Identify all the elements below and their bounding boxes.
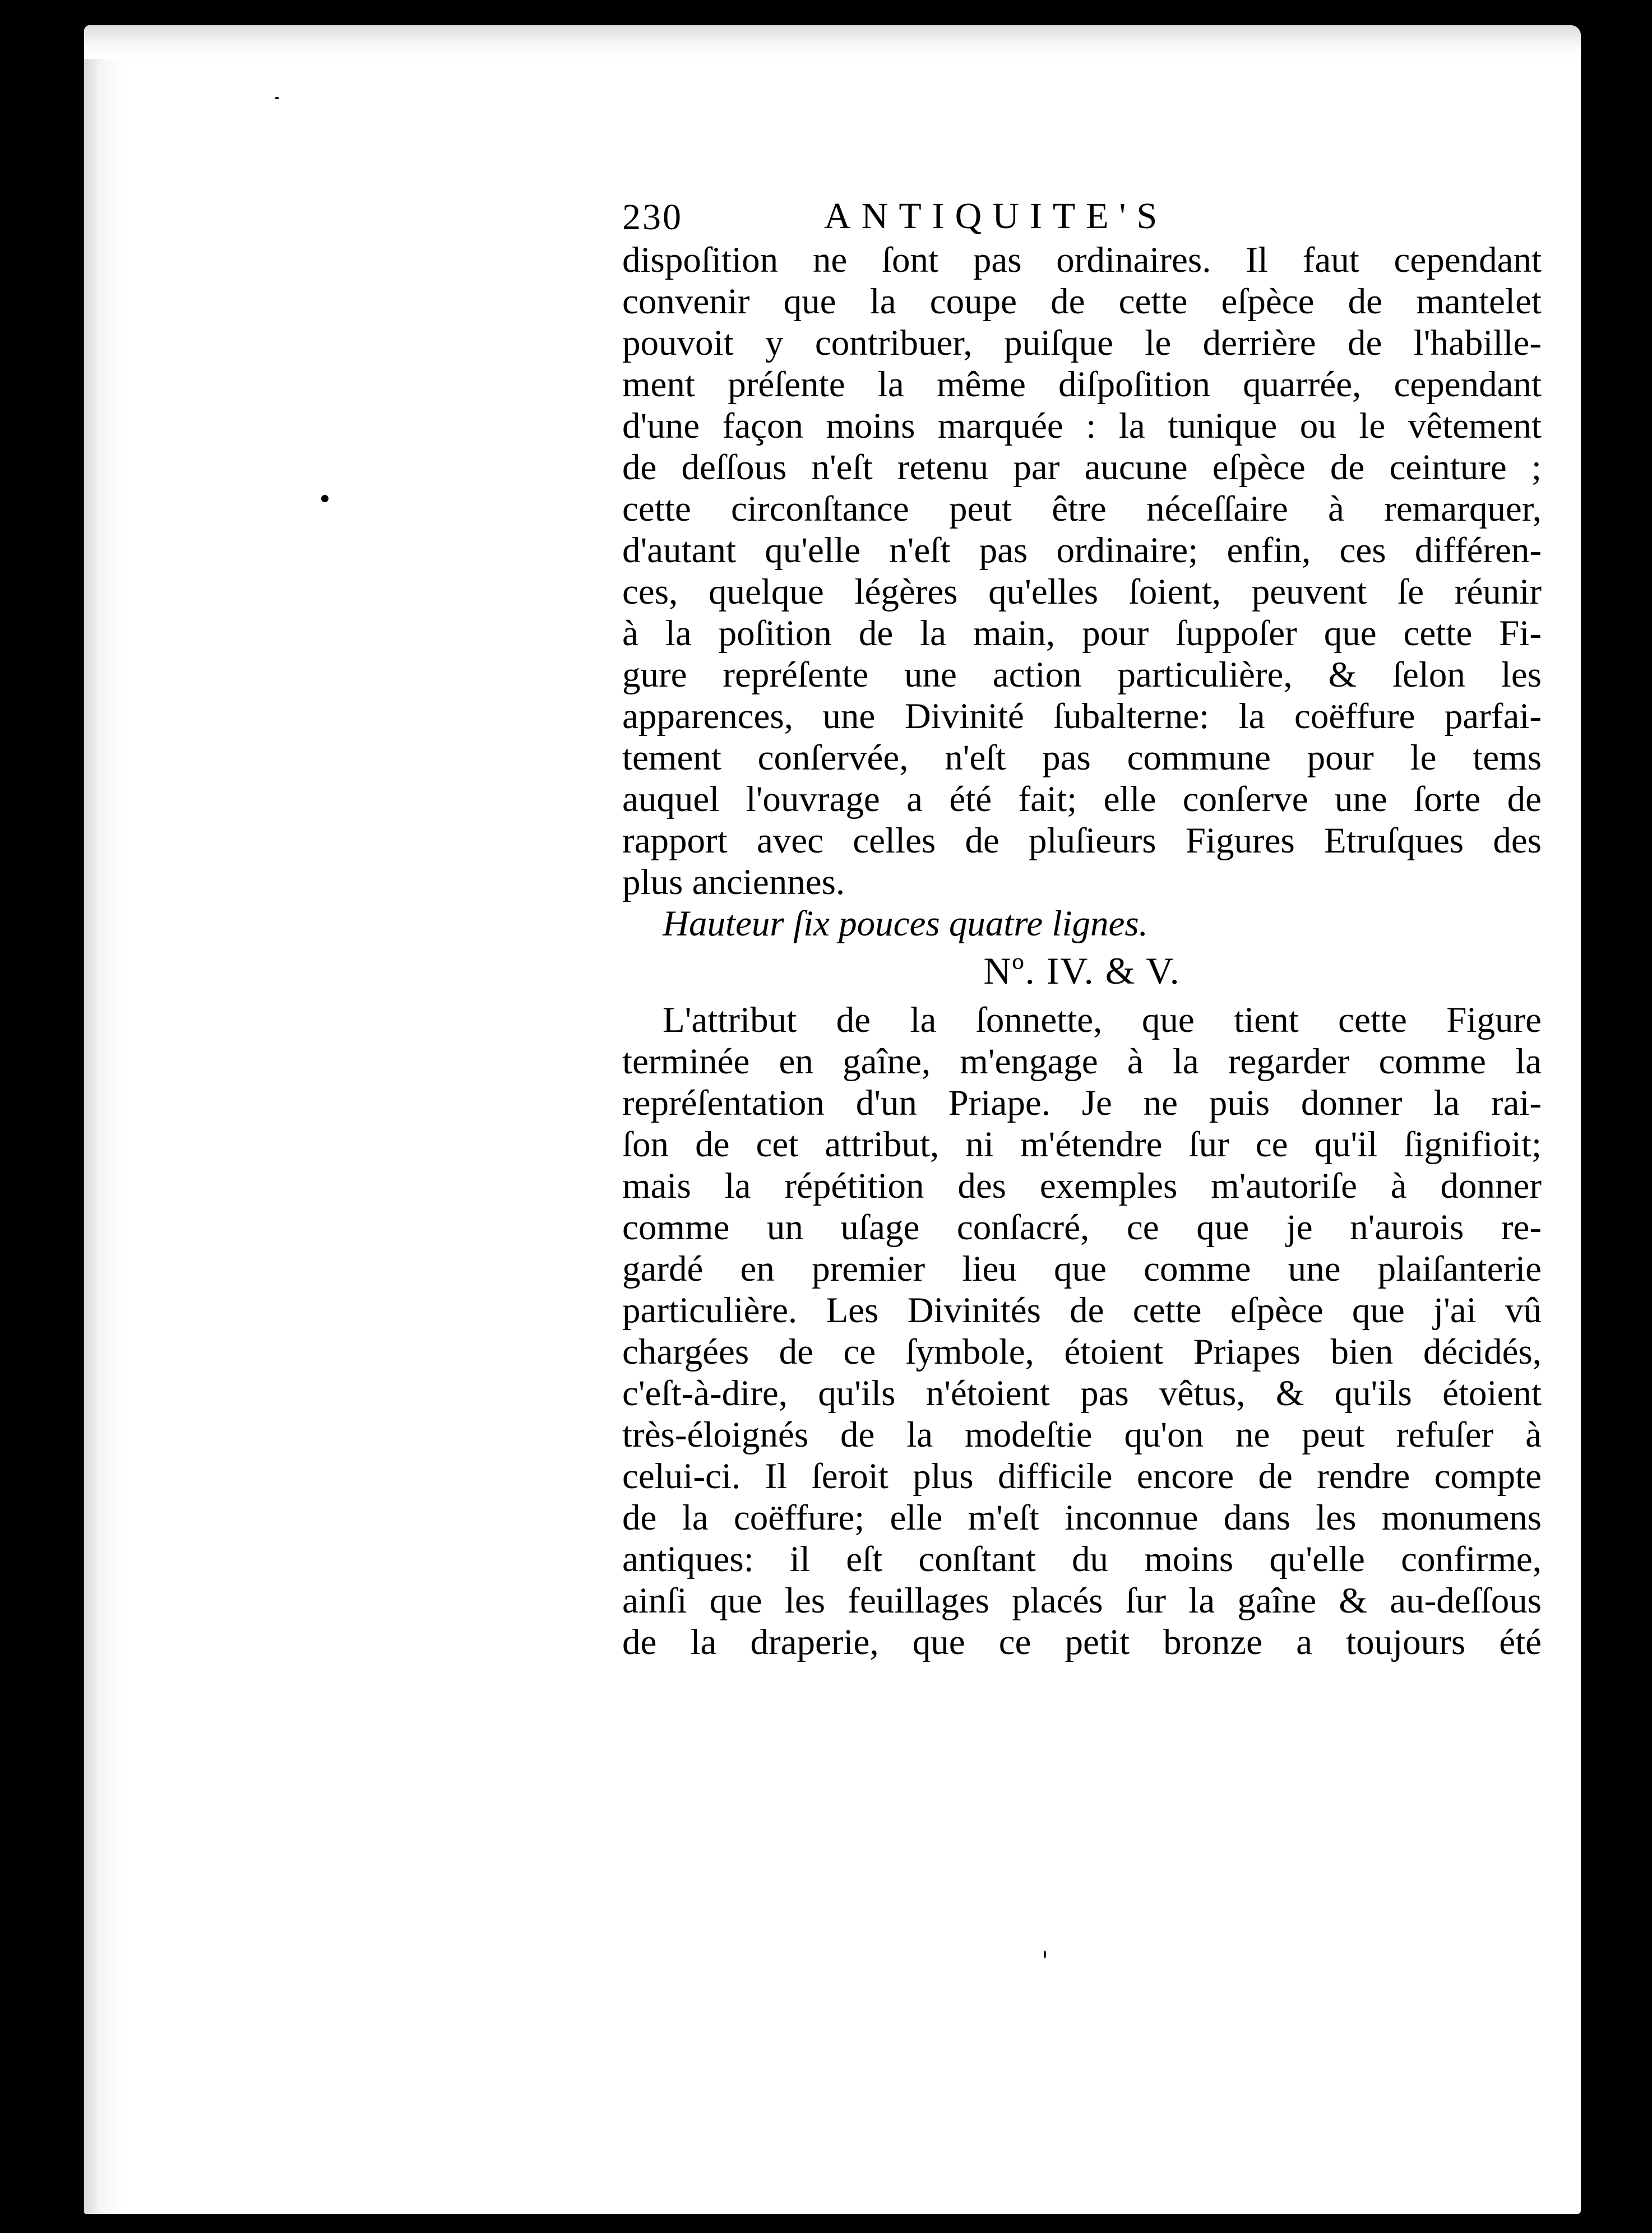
text-line: pouvoit y contribuer, puiſque le derrière de l'habille-: [622, 323, 1542, 363]
text-line: L'attribut de la ſonnette, que tient cette Figure: [663, 1000, 1542, 1040]
book-page: [84, 25, 1581, 2214]
text-line: comme un uſage conſacré, ce que je n'aurois re-: [622, 1207, 1542, 1248]
text-line: auquel l'ouvrage a été fait; elle conſerve une ſorte de: [622, 779, 1542, 819]
paragraph-2: [622, 999, 1542, 1663]
text-line: à la poſition de la main, pour ſuppoſer que cette Fi-: [622, 613, 1542, 654]
text-line: dispoſition ne ſont pas ordinaires. Il faut cependant: [622, 240, 1542, 280]
section-heading: Nº. IV. & V.: [983, 949, 1181, 992]
text-line: plus anciennes.: [622, 862, 845, 902]
text-line: gardé en premier lieu que comme une plaiſanterie: [622, 1249, 1542, 1289]
text-line: c'eſt-à-dire, qu'ils n'étoient pas vêtus, & qu'ils étoient: [622, 1373, 1542, 1414]
text-line: particulière. Les Divinités de cette eſpèce que j'ai vû: [622, 1290, 1542, 1331]
page-top-shading: [84, 25, 1581, 59]
ink-speck: [275, 97, 279, 99]
text-line: d'une façon moins marquée : la tunique ou le vêtement: [622, 406, 1542, 446]
running-head: [622, 193, 1542, 238]
text-line: tement conſervée, n'eſt pas commune pour le tems: [622, 738, 1542, 778]
text-line: celui-ci. Il ſeroit plus difficile encore de rendre compte: [622, 1456, 1542, 1497]
text-line: d'autant qu'elle n'eſt pas ordinaire; enfin, ces différen-: [622, 530, 1542, 571]
text-line: ainſi que les feuillages placés ſur la gaîne & au-deſſous: [622, 1581, 1542, 1621]
text-line: antiques: il eſt conſtant du moins qu'elle confirme,: [622, 1539, 1542, 1579]
page-text: [622, 193, 1542, 1663]
text-line: ment préſente la même diſpoſition quarrée, cependant: [622, 364, 1542, 405]
text-line: terminée en gaîne, m'engage à la regarder comme la: [622, 1041, 1542, 1082]
text-line: mais la répétition des exemples m'autoriſe à donner: [622, 1166, 1542, 1206]
text-line: gure repréſente une action particulière, & ſelon les: [622, 655, 1542, 695]
text-line: ſon de cet attribut, ni m'étendre ſur ce qu'il ſignifioit;: [622, 1124, 1542, 1165]
text-line: de deſſous n'eſt retenu par aucune eſpèce de ceinture ;: [622, 447, 1542, 488]
text-line: rapport avec celles de pluſieurs Figures Etruſques des: [622, 821, 1542, 861]
paragraph-1: [622, 239, 1542, 903]
text-line: convenir que la coupe de cette eſpèce de mantelet: [622, 281, 1542, 322]
running-title: ANTIQUITE'S: [824, 196, 1168, 237]
text-line: cette circonſtance peut être néceſſaire à remarquer,: [622, 489, 1542, 529]
text-line: apparences, une Divinité ſubalterne: la coëffure parfai-: [622, 696, 1542, 736]
text-line: très-éloignés de la modeſtie qu'on ne peut refuſer à: [622, 1415, 1542, 1455]
text-line: ces, quelque légères qu'elles ſoient, peuvent ſe réunir: [622, 572, 1542, 612]
height-measurement: Hauteur ſix pouces quatre lignes.: [663, 904, 1148, 944]
page-edge-shading: [84, 25, 123, 2214]
text-line: repréſentation d'un Priape. Je ne puis donner la rai-: [622, 1083, 1542, 1123]
text-line: chargées de ce ſymbole, étoient Priapes bien décidés,: [622, 1332, 1542, 1372]
page-number: 230: [622, 197, 683, 238]
text-line: de la draperie, que ce petit bronze a toujours été: [622, 1622, 1542, 1662]
ink-speck: [1044, 1951, 1046, 1958]
ink-speck: [321, 495, 328, 502]
text-line: de la coëffure; elle m'eſt inconnue dans les monumens: [622, 1498, 1542, 1538]
